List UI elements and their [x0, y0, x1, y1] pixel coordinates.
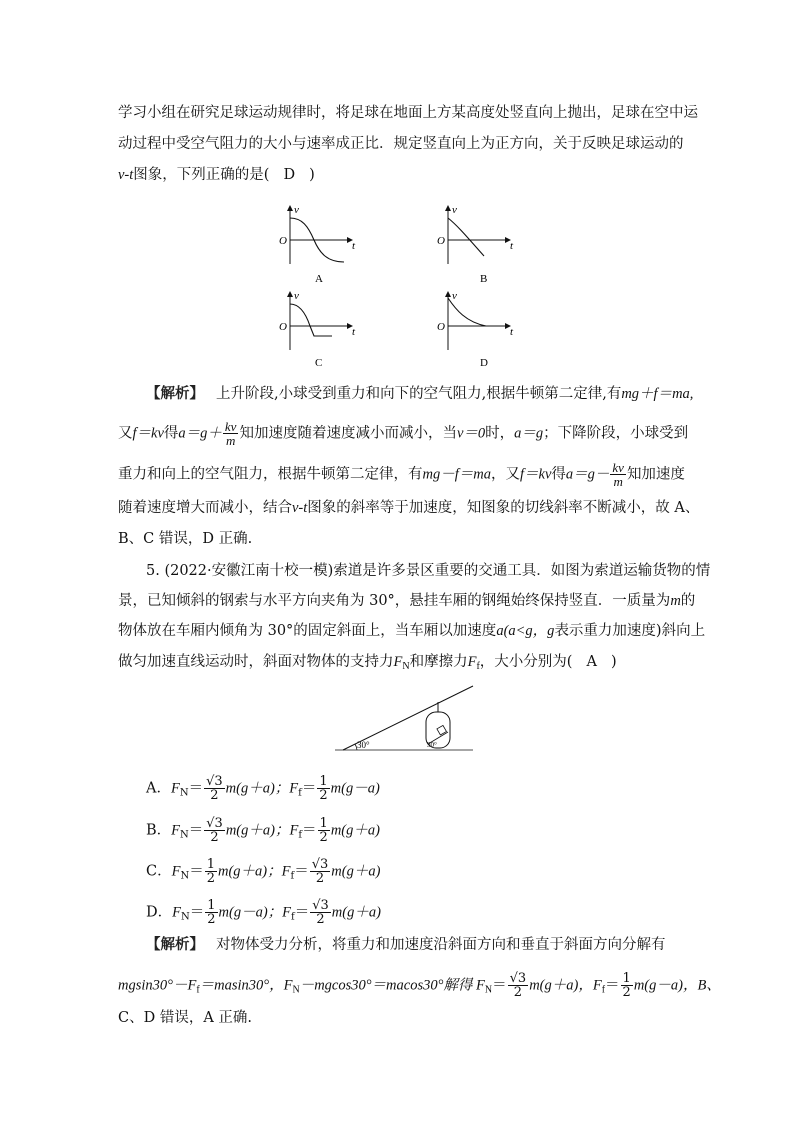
- option-a[interactable]: A．$F_N=$ $\frac{√3}{2}$ m(g＋a)；$F_f=$ $\frac{1}{2}$ m(g－a): [146, 774, 380, 803]
- analysis4-line2: 又f＝kv得a＝g＋ $\frac{kv}{m}$ 知加速度随着速度减小而减小，当v＝0时，a＝g；下降阶段，小球受到: [118, 419, 689, 448]
- axis-t-a: t: [352, 240, 356, 252]
- q5-line3: 物体放在车厢内倾角为 30°的固定斜面上，当车厢以加速度a(a<g，g表示重力加速度)斜向上: [118, 623, 706, 639]
- graph-c: [279, 290, 356, 369]
- angle-label-incline: 30°: [427, 741, 437, 749]
- option-b[interactable]: B．$F_N=$ $\frac{√3}{2}$ m(g＋a)；$F_f=$ $\frac{1}{2}$ m(g＋a): [146, 816, 380, 845]
- origin-d: O: [437, 321, 445, 333]
- label-d: D: [480, 357, 488, 369]
- analysis4-line3: 重力和向上的空气阻力，根据牛顿第二定律，有mg－f＝ma，又f＝kv得a＝g－ $\frac{kv}{m}$ 知加速度: [118, 460, 685, 489]
- curve-b: [448, 218, 484, 256]
- axis-t-c: t: [352, 326, 356, 338]
- option-d[interactable]: D．$F_N=$ $\frac{1}{2}$ m(g－a)；$F_f=$ $\frac{√3}{2}$ m(g＋a): [146, 898, 381, 927]
- analysis4-tag: 【解析】: [146, 385, 204, 402]
- q4-line2: 动过程中受空气阻力的大小与速率成正比．规定竖直向上为正方向，关于反映足球运动的: [118, 136, 684, 152]
- angle-label-cable: 30°: [357, 740, 370, 750]
- graph-b: [437, 204, 514, 285]
- axis-t-b: t: [510, 240, 514, 252]
- curve-c: [290, 304, 332, 336]
- q5-line4: 做匀加速直线运动时，斜面对物体的支持力$F_N$和摩擦力$F_f$，大小分别为( A ): [118, 654, 617, 672]
- q4-line3: [118, 165, 315, 185]
- analysis4-line5: B、C 错误，D 正确.: [118, 531, 253, 547]
- q4-close: ): [309, 167, 315, 183]
- vt-var: v-t: [118, 167, 134, 183]
- graph-d: [437, 290, 514, 369]
- origin-a: O: [279, 235, 287, 247]
- q4-line1: 学习小组在研究足球运动规律时，将足球在地面上方某高度处竖直向上抛出，足球在空中运: [118, 105, 698, 121]
- q5-line1: 5. (2022·安徽江南十校一模)索道是许多景区重要的交通工具．如图为索道运输货物的情: [146, 563, 711, 579]
- analysis5-line3: C、D 错误，A 正确.: [118, 1010, 253, 1026]
- analysis4-line4: 随着速度增大而减小，结合v-t图象的斜率等于加速度，知图象的切线斜率不断减小，故 A、: [118, 500, 700, 516]
- analysis5-tag: 【解析】: [146, 936, 204, 953]
- analysis5-line2: $mgsin30^\circ-F_f=masin30^\circ$，$F_N-mgcos30^\circ=macos30^\circ$解得 $F_N=$ $\frac{√3}{2}$ m(g＋a)，$F_f=$ $\frac{1}{2}$ m(g－a)，B、: [118, 971, 721, 1000]
- axis-v-d: v: [452, 290, 457, 302]
- axis-v-a: v: [294, 204, 299, 216]
- origin-c: O: [279, 321, 287, 333]
- graph-a: [279, 204, 356, 285]
- option-c[interactable]: C．$F_N=$ $\frac{1}{2}$ m(g＋a)；$F_f=$ $\frac{√3}{2}$ m(g＋a): [146, 857, 381, 886]
- label-c: C: [315, 357, 323, 369]
- vt-graphs-figure: [270, 200, 540, 370]
- origin-b: O: [437, 235, 445, 247]
- label-a: A: [315, 273, 323, 285]
- label-b: B: [480, 273, 488, 285]
- axis-v-b: v: [452, 204, 457, 216]
- q4-answer: D: [283, 167, 296, 183]
- frac-kv-m-2: $\frac{kv}{m}$: [612, 460, 624, 489]
- q4-line3-text: 图象，下列正确的是(: [133, 167, 270, 183]
- cable-car-figure: [335, 682, 475, 754]
- analysis4-line1: 【解析】 上升阶段,小球受到重力和向下的空气阻力,根据牛顿第二定律,有mg＋f＝ma,: [146, 385, 694, 402]
- axis-v-c: v: [294, 290, 299, 302]
- analysis5-line1: 【解析】 对物体受力分析，将重力和加速度沿斜面方向和垂直于斜面方向分解有: [146, 936, 666, 953]
- curve-d: [448, 298, 486, 326]
- frac-kv-m: $\frac{kv}{m}$: [224, 419, 237, 448]
- q5-line2: 景，已知倾斜的钢索与水平方向夹角为 30°，悬挂车厢的钢绳始终保持竖直．一质量为m的: [118, 593, 696, 609]
- axis-t-d: t: [510, 326, 514, 338]
- q5-answer: A: [586, 654, 597, 670]
